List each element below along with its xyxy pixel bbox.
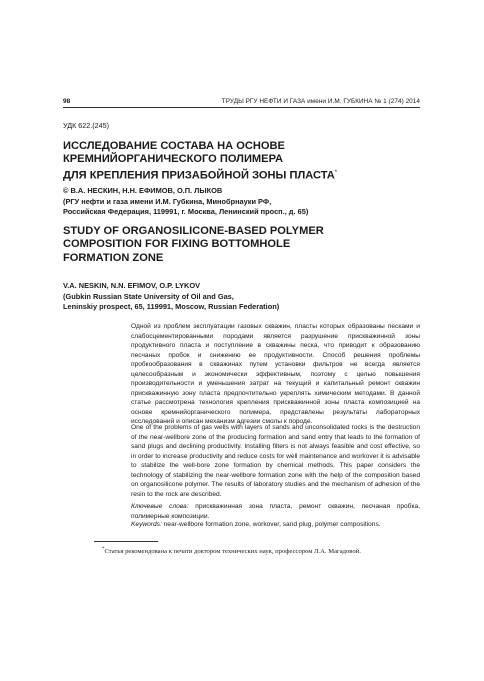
affiliation-ru-line: Российская Федерация, 119991, г. Москва, Ленинский просп., д. 65) xyxy=(63,207,309,217)
abstract-en-text: One of the problems of gas wells with layers of sands and unconsolidated rocks is the destruction of the near-wellbore zone of the producing formation and sand entry that leads to the formation of sand plugs and declining productivity. Installing filters is not always feasible and cost effective, so in order to increase productivity and reduce costs for well maintenance and workover it is advisable to stabilize the well-bore zone formation by chemical methods. This paper considers the technology of stabilizing the near-wellbore formation zone with the help of the composition based on organosilicone polymer. The results of laboratory studies and the mechanism of adhesion of the resin to the rock are described. xyxy=(131,424,420,498)
udk-code: УДК 622.(245) xyxy=(63,121,110,130)
footnote-marker: * xyxy=(334,169,338,176)
keywords-ru-label: Ключевые слова: xyxy=(131,503,189,510)
title-ru-line xyxy=(63,167,337,183)
authors-ru xyxy=(63,186,308,218)
authors-en xyxy=(63,281,279,313)
title-en-line: STUDY OF ORGANOSILICONE-BASED POLYMER xyxy=(63,225,324,237)
title-ru-line: КРЕМНИЙОРГАНИЧЕСКОГО ПОЛИМЕРА xyxy=(63,153,284,166)
keywords-en-text: near-wellbore formation zone, workover, sand plug, polymer compositions. xyxy=(161,521,381,528)
header-rule xyxy=(63,107,420,108)
abstract-ru-text: Одной из проблем эксплуатации газовых скважин, пласты которых образованы песками и слабосцементированными породами является разрушение прискважинной зоны продуктивного пласта и поступление в скважины песка, что приводит к образованию песчаных пробок и снижению ее продуктивности. Способ решения проблемы пробкообразования в скважинах путем установки фильтров не всегда является целесообразным и экономически эффективным, поэтому с целью повышения производительности и уменьшения затрат на текущий и капитальный ремонт скважин прискважинную зону пласта предпочтительно укреплять химическим методами. В данной статье рассмотрена технология крепления прискважинной зоны пласта композицией на основе кремнийорганического полимера, представлены результаты лабораторных исследований и описан механизм адгезии смолы к породе. xyxy=(131,323,420,425)
title-ru-line-text: ДЛЯ КРЕПЛЕНИЯ ПРИЗАБОЙНОЙ ЗОНЫ ПЛАСТА xyxy=(63,169,335,182)
affiliation-ru-line: (РГУ нефти и газа имени И.М. Губкина, Минобрнауки РФ, xyxy=(63,196,272,206)
author-names-ru: © В.А. НЕСКИН, Н.Н. ЕФИМОВ, О.П. ЛЫКОВ xyxy=(63,186,223,195)
keywords-ru xyxy=(131,502,420,521)
footnote-text: Статья рекомендована к печати доктором технических наук, профессором Л.А. Магадовой. xyxy=(104,548,361,556)
title-en-line: FORMATION ZONE xyxy=(63,251,164,264)
article-title-en xyxy=(63,225,324,265)
footnote-mark: * xyxy=(102,547,105,552)
affiliation-en-line: (Gubkin Russian State University of Oil and Gas, xyxy=(63,291,234,301)
author-names-en: V.A. NESKIN, N.N. EFIMOV, O.P. LYKOV xyxy=(63,281,201,290)
footnote xyxy=(94,545,420,557)
footnote-rule xyxy=(94,541,158,542)
keywords-en xyxy=(131,520,420,530)
title-ru-line: ИССЛЕДОВАНИЕ СОСТАВА НА ОСНОВЕ xyxy=(63,140,285,152)
affiliation-en-line: Leninskiy prospect, 65, 119991, Moscow, Russian Federation) xyxy=(63,302,280,312)
keywords-en-label: Keywords: xyxy=(131,521,162,528)
article-title-ru xyxy=(63,140,337,183)
page-number: 98 xyxy=(63,98,71,105)
journal-title: ТРУДЫ РГУ НЕФТИ И ГАЗА имени И.М. ГУБКИНА № 1 (274) 2014 xyxy=(221,98,420,105)
abstract-ru xyxy=(131,322,420,427)
abstract-en xyxy=(131,423,420,499)
keywords-ru-text: прискважинная зона пласта, ремонт скважин, песчаная пробка, полимерные композиции. xyxy=(131,503,420,520)
title-en-line: COMPOSITION FOR FIXING BOTTOMHOLE xyxy=(63,238,291,251)
